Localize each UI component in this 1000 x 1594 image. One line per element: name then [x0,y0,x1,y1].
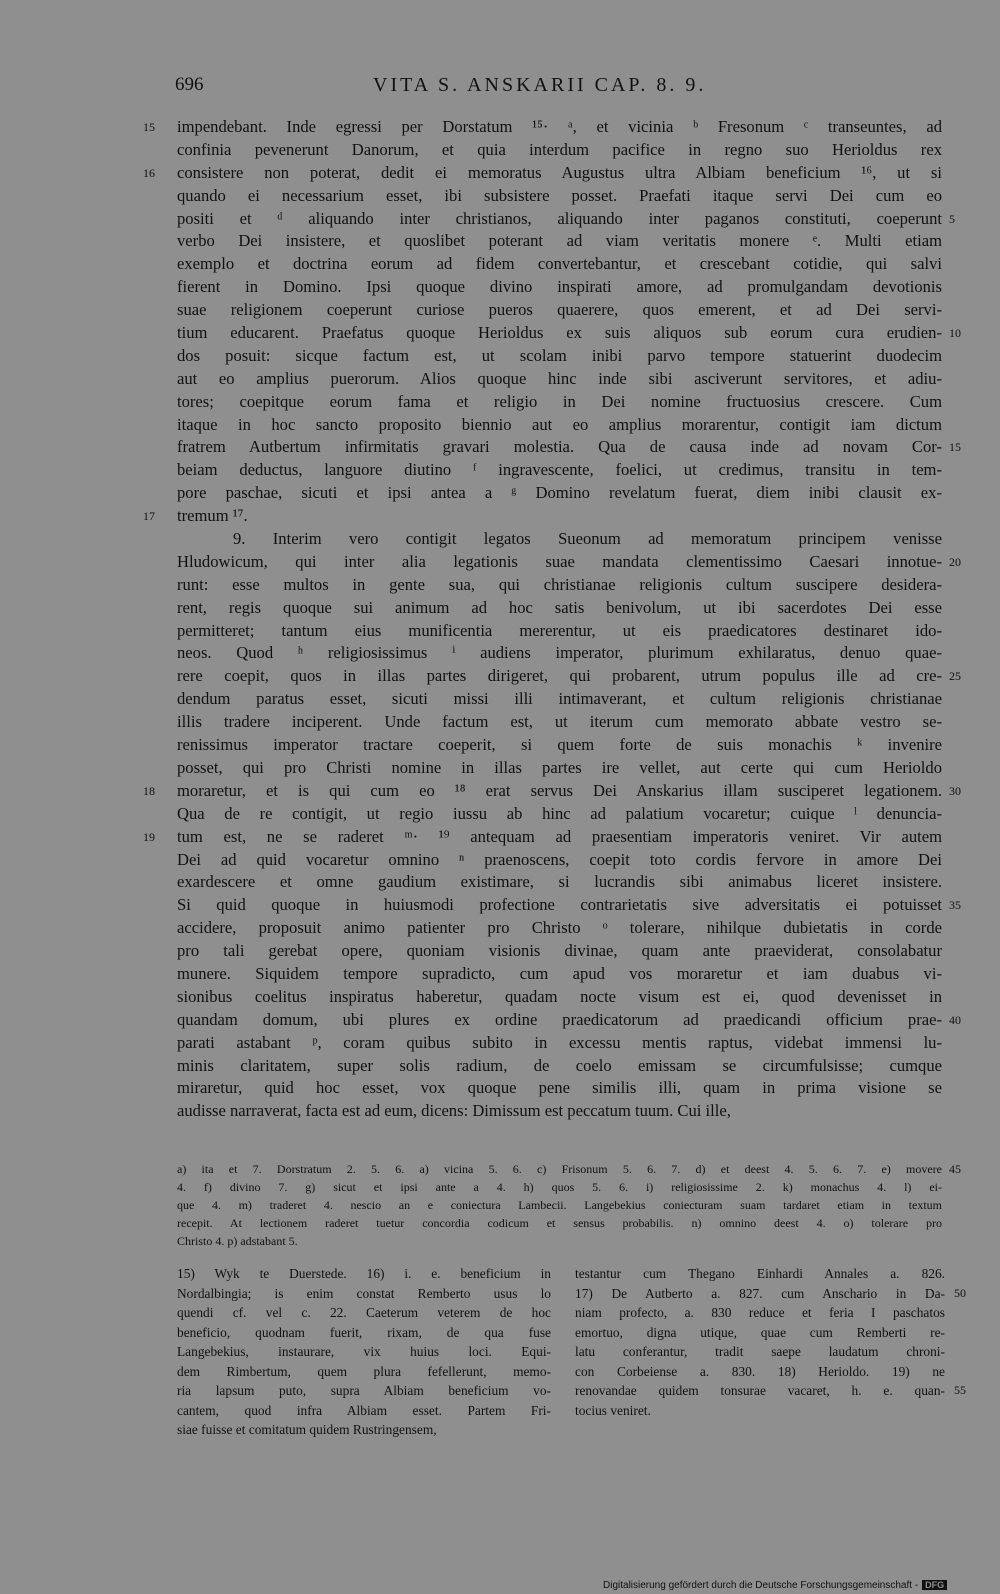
line-text: 9. Interim vero contigit legatos Sueonum ad memoratum principem venisse [233,529,942,549]
text-line [0,185,1000,208]
footnote-line [177,1362,551,1382]
margin-note-number: 16 [143,165,155,180]
footnote-text: testantur cum Thegano Einhardi Annales a. 826. [575,1266,945,1281]
line-text: itaque in hoc sancto proposito biennio aut eo amplius morarentur, contigit iam dictum [177,414,942,434]
footnotes-left-column [177,1264,551,1440]
line-text: permitteret; tantum eius munificentia mererentur, ut eis praedicatores destinaret ido- [177,620,942,640]
line-number: 40 [949,1012,961,1027]
margin-note-number: 18 [143,783,155,798]
footnote-text: renovandae quidem tonsurae vacaret, h. e. quan- [575,1383,945,1398]
text-line [0,162,1000,185]
text-line [0,711,1000,734]
line-text: accidere, proposuit animo patienter pro Christo ᵒ tolerare, nihilque dubietatis in corde [177,918,942,938]
line-number: 25 [949,669,961,684]
margin-note-number: 19 [143,829,155,844]
footnote-line [177,1284,551,1304]
footnote-line [575,1401,945,1421]
text-line [0,276,1000,299]
footnote-text: tocius veniret. [575,1402,651,1418]
text-line [0,963,1000,986]
footnote-line [177,1381,551,1401]
line-number: 30 [949,783,961,798]
running-title: VITA S. ANSKARII CAP. 8. 9. [373,74,707,96]
line-number: 45 [949,1162,961,1176]
line-text: quando ei necessarium esset, ibi subsistere posset. Praefati itaque servi Dei cum eo [177,185,942,205]
footnote-text: dem Rimbertum, quem plura fefellerunt, memo- [177,1363,551,1379]
footnote-text: niam profecto, a. 830 reduce et feria I paschatos [575,1305,945,1320]
line-number: 35 [949,898,961,913]
text-line [0,505,1000,528]
text-line [0,459,1000,482]
line-number: 10 [949,326,961,341]
footnote-text: 17) De Autberto a. 827. cum Anschario in Da- [575,1285,945,1301]
line-text: tium educarent. Praefatus quoque Herioldus ex suis aliquos sub eorum cura erudien- [177,323,942,343]
apparatus-text: Christo 4. p) adstabant 5. [177,1234,298,1248]
line-text: pro tali gerebat opere, quoniam visionis divinae, quam ante praeviderat, consolabatur [177,941,942,961]
line-text: minis claritatem, super solis radium, de coelo emissam se circumfulsisse; cumque [177,1055,942,1075]
footnotes-right-column [575,1264,966,1420]
text-line [0,642,1000,665]
line-text: neos. Quod ʰ religiosissimus ⁱ audiens imperator, plurimum exhilaratus, denuo quae- [177,643,942,663]
footnote-text: quendi cf. vel c. 22. Caeterum veterem de hoc [177,1305,551,1320]
dfg-logo: DFG [922,1580,947,1590]
text-line [0,551,1000,574]
apparatus-line [0,1214,1000,1232]
line-text: posset, qui pro Christi nomine in illas partes ire vellet, aut certe qui cum Herioldo [177,757,942,777]
text-line [0,230,1000,253]
line-text: positi et ᵈ aliquando inter christianos, aliquando inter paganos constituti, coeperunt [177,208,942,228]
line-text: fratrem Autbertum infirmitatis gravari molestia. Qua de causa inde ad novam Cor- [177,437,942,457]
text-line [0,299,1000,322]
text-line [0,780,1000,803]
text-line [0,116,1000,139]
apparatus-text: que 4. m) traderet 4. nescio an e coniectura Lambecii. Langebekius coniecturam suam tardaret etiam in textum [177,1198,942,1212]
line-text: consistere non poterat, dedit ei memoratus Augustus ultra Albiam beneficium ¹⁶, ut si [177,162,942,182]
line-text: fierent in Domino. Ipsi quoque divino inspirati amore, ad promulgandam devotionis [177,277,942,297]
text-line [0,757,1000,780]
text-line [0,620,1000,643]
footnote-line [575,1303,945,1323]
apparatus-line [0,1196,1000,1214]
line-text: moraretur, et is qui cum eo ¹⁸ erat servus Dei Anskarius illam susciperet legationem. [177,780,942,800]
text-line [0,940,1000,963]
apparatus-line [0,1178,1000,1196]
line-text: pore paschae, sicuti et ipsi antea a ᵍ Domino revelatum fuerat, diem inibi clausit ex- [177,483,942,503]
text-line [0,482,1000,505]
text-line [0,871,1000,894]
line-text: tremum ¹⁷. [177,506,248,526]
line-text: suae religionem coeperunt curiose pueros quaerere, quos emerent, et ad Dei servi- [177,300,942,320]
apparatus-text: recepit. At lectionem raderet tuetur concordia codicum et sensus probabilis. n) omnino deest 4. o) tolerare pro [177,1216,942,1230]
footnote-line [575,1381,945,1401]
text-line [0,688,1000,711]
line-text: tum est, ne se raderet ᵐ· ¹⁹ antequam ad praesentiam imperatoris veniret. Vir autem [177,826,942,846]
apparatus-text: a) ita et 7. Dorstratum 2. 5. 6. a) vicina 5. 6. c) Frisonum 5. 6. 7. d) et deest 4. 5. 6. 7. e) movere [177,1162,942,1176]
line-text: rent, regis quoque sui animum ad hoc satis benivolum, ut ibi sacerdotes Dei esse [177,597,942,617]
text-line [0,253,1000,276]
line-text: Si quid quoque in huiusmodi profectione contrarietatis sive adversitatis ei potuisset [177,895,942,915]
footnote-text: ria lapsum puto, supra Albiam beneficium vo- [177,1383,551,1398]
text-line [0,597,1000,620]
line-number: 50 [954,1285,966,1300]
margin-note-number: 17 [143,509,155,524]
footnote-line [177,1303,551,1323]
line-text: audisse narraverat, facta est ad eum, dicens: Dimissum est peccatum tuum. Cui ille, [177,1101,731,1121]
line-text: verbo Dei insistere, et quoslibet poterant ad viam veritatis monere ᵉ. Multi etiam [177,231,942,251]
line-text: rere coepit, quos in illas partes dirigeret, qui probarent, utrum populus ille ad cre- [177,666,942,686]
line-text: illis tradere inciperent. Unde factum est, ut iterum cum memorato abbate vestro se- [177,712,942,732]
margin-note-number: 15 [143,120,155,134]
text-line [0,826,1000,849]
text-line [0,345,1000,368]
text-line [0,139,1000,162]
apparatus-line [0,1160,1000,1178]
footnote-text: emortuo, digna utique, quae cum Remberti re- [575,1324,945,1340]
line-text: dendum paratus esset, sicuti missi illi intimaverant, et cultum religionis christianae [177,689,942,709]
text-line [0,414,1000,437]
line-text: runt: esse multos in gente sua, qui christianae religionis cultum suscipere desidera- [177,574,942,594]
footnote-text: 15) Wyk te Duerstede. 16) i. e. beneficium in [177,1266,551,1281]
footnote-line [177,1323,551,1343]
text-line [0,849,1000,872]
footnote-text: Nordalbingia; is enim constat Remberto usus lo [177,1285,551,1301]
critical-apparatus [0,1160,1000,1250]
page-number: 696 [175,74,204,95]
text-line [0,391,1000,414]
text-line [0,322,1000,345]
footnote-line [177,1420,551,1440]
page-header [0,74,1000,102]
footnote-text: cantem, quod infra Albiam esset. Partem Fri- [177,1402,551,1418]
line-text: tores; coepitque eorum fama et religio in Dei nomine fructuosius crescere. Cum [177,391,942,411]
apparatus-text: 4. f) divino 7. g) sicut et ipsi ante a 4. h) quos 5. 6. i) religiosissime 2. k) monachus 4. l) ei- [177,1180,942,1194]
line-text: confinia pevenerunt Danorum, et quia interdum pacifice in regno suo Herioldus rex [177,139,942,159]
text-line [0,574,1000,597]
line-text: exemplo et doctrina eorum ad fidem convertebantur, et crescebant cotidie, qui salvi [177,254,942,274]
text-line [0,1077,1000,1100]
footnote-line [177,1264,551,1284]
line-text: Dei ad quid vocaretur omnino ⁿ praenoscens, coepit toto cordis fervore in amore Dei [177,849,942,869]
text-line [0,528,1000,551]
text-line [0,436,1000,459]
footer-text: Digitalisierung gefördert durch die Deutsche Forschungsgemeinschaft - [603,1580,919,1591]
text-line [0,803,1000,826]
footnote-text: con Corbeiense a. 830. 18) Herioldo. 19) ne [575,1363,945,1379]
line-number: 20 [949,554,961,569]
text-line [0,1009,1000,1032]
footnote-text: siae fuisse et comitatum quidem Rustringensem, [177,1422,437,1437]
line-text: munere. Siquidem tempore supradicto, cum apud vos moraretur et iam duabus vi- [177,963,942,983]
line-text: dos posuit: sicque factum est, ut scolam inibi parvo tempore statuerint duodecim [177,345,942,365]
footnote-text: Langebekius, instaurare, vix huius loci. Equi- [177,1344,551,1359]
line-number: 15 [949,440,961,455]
line-text: parati astabant ᵖ, coram quibus subito in excessu mentis raptus, videbat immensi lu- [177,1032,942,1052]
footnote-text: latu conferantur, tradit saepe laudatum chroni- [575,1344,945,1359]
text-line [0,734,1000,757]
line-text: beiam deductus, languore diutino ᶠ ingravescente, foelici, ut credimus, transitu in tem- [177,460,942,480]
text-line [0,1100,1000,1123]
line-text: exardescere et omne gaudium existimare, si lucrandis sibi animabus liceret insistere. [177,872,942,892]
line-text: Hludowicum, qui inter alia legationis suae mandata clementissimo Caesari innotue- [177,551,942,571]
line-text: quandam domum, ubi plures ex ordine praedicatorum ad praedicandi officium prae- [177,1009,942,1029]
footnote-line [575,1284,945,1304]
footnote-line [177,1401,551,1421]
text-line [0,208,1000,231]
text-line [0,894,1000,917]
line-text: miraretur, quid hoc esset, vox quoque pene similis illi, quam in prima visione se [177,1078,942,1098]
line-text: Qua de re contigit, ut regio iussu ab hinc ad palatium vocaretur; cuique ˡ denuncia- [177,803,942,823]
line-text: aut eo amplius puerorum. Alios quoque hinc inde sibi asciverunt servitores, et adiu- [177,368,942,388]
digitization-footer [603,1580,947,1591]
text-line [0,368,1000,391]
footnote-line [575,1342,945,1362]
line-number: 55 [954,1383,966,1397]
footnote-line [575,1323,945,1343]
line-text: renissimus imperator tractare coeperit, si quem forte de suis monachis ᵏ invenire [177,735,942,755]
line-text: sionibus coelitus inspiratus haberetur, quadam nocte visum est ei, quod devenisset in [177,986,942,1006]
main-text [0,116,1000,1123]
text-line [0,1055,1000,1078]
text-line [0,917,1000,940]
text-line [0,665,1000,688]
text-line [0,986,1000,1009]
apparatus-line [0,1232,1000,1250]
line-text: impendebant. Inde egressi per Dorstatum ¹⁵· ᵃ, et vicinia ᵇ Fresonum ᶜ transeuntes, ad [177,117,942,136]
footnote-text: beneficio, quodnam fuerit, rixam, de qua fuse [177,1324,551,1340]
text-line [0,1032,1000,1055]
footnote-line [177,1342,551,1362]
line-number: 5 [949,211,955,226]
